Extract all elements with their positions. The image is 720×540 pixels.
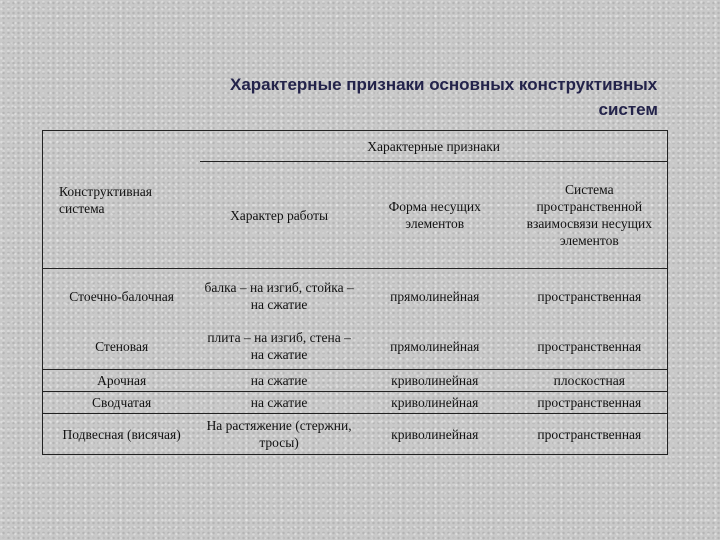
cell-system: Стоечно-балочная (69, 288, 174, 304)
header-group: Характерные признаки (200, 131, 667, 162)
title-line-1: Характерные признаки основных конструктивных (230, 75, 658, 94)
cell-shape: прямолинейная (390, 288, 480, 304)
cell-system: Стеновая (95, 338, 149, 354)
cell-work: на сжатие (250, 395, 308, 410)
header-link: Система пространственной взаимосвязи несущих элементов (526, 182, 652, 248)
cell-shape: криволинейная (391, 373, 479, 388)
cell-work: На растяжение (стержни, тросы) (206, 418, 352, 450)
header-work: Характер работы (230, 207, 329, 223)
cell-work: балка – на изгиб, стойка – на сжатие (204, 280, 354, 312)
cell-system: Подвесная (висячая) (62, 426, 181, 442)
systems-table (42, 130, 668, 455)
cell-shape: криволинейная (391, 395, 479, 410)
cell-system: Сводчатая (92, 395, 152, 410)
table-row (43, 414, 668, 455)
cell-link: пространственная (537, 338, 642, 354)
cell-link: пространственная (537, 288, 642, 304)
cell-link: пространственная (537, 426, 642, 442)
header-shape: Форма несущих элементов (388, 199, 481, 231)
cell-system: Арочная (97, 373, 147, 388)
header-system: Конструктивная система (59, 183, 152, 216)
cell-work: на сжатие (250, 373, 308, 388)
cell-shape: криволинейная (391, 426, 479, 442)
cell-link: плоскостная (553, 373, 625, 388)
table-row (43, 269, 668, 324)
table-row (43, 392, 668, 414)
table-row (43, 323, 668, 370)
cell-link: пространственная (537, 395, 642, 410)
cell-work: плита – на изгиб, стена – на сжатие (207, 330, 351, 362)
title-line-2: систем (598, 100, 658, 119)
cell-shape: прямолинейная (390, 338, 480, 354)
page-title (150, 72, 710, 122)
table-row (43, 370, 668, 392)
